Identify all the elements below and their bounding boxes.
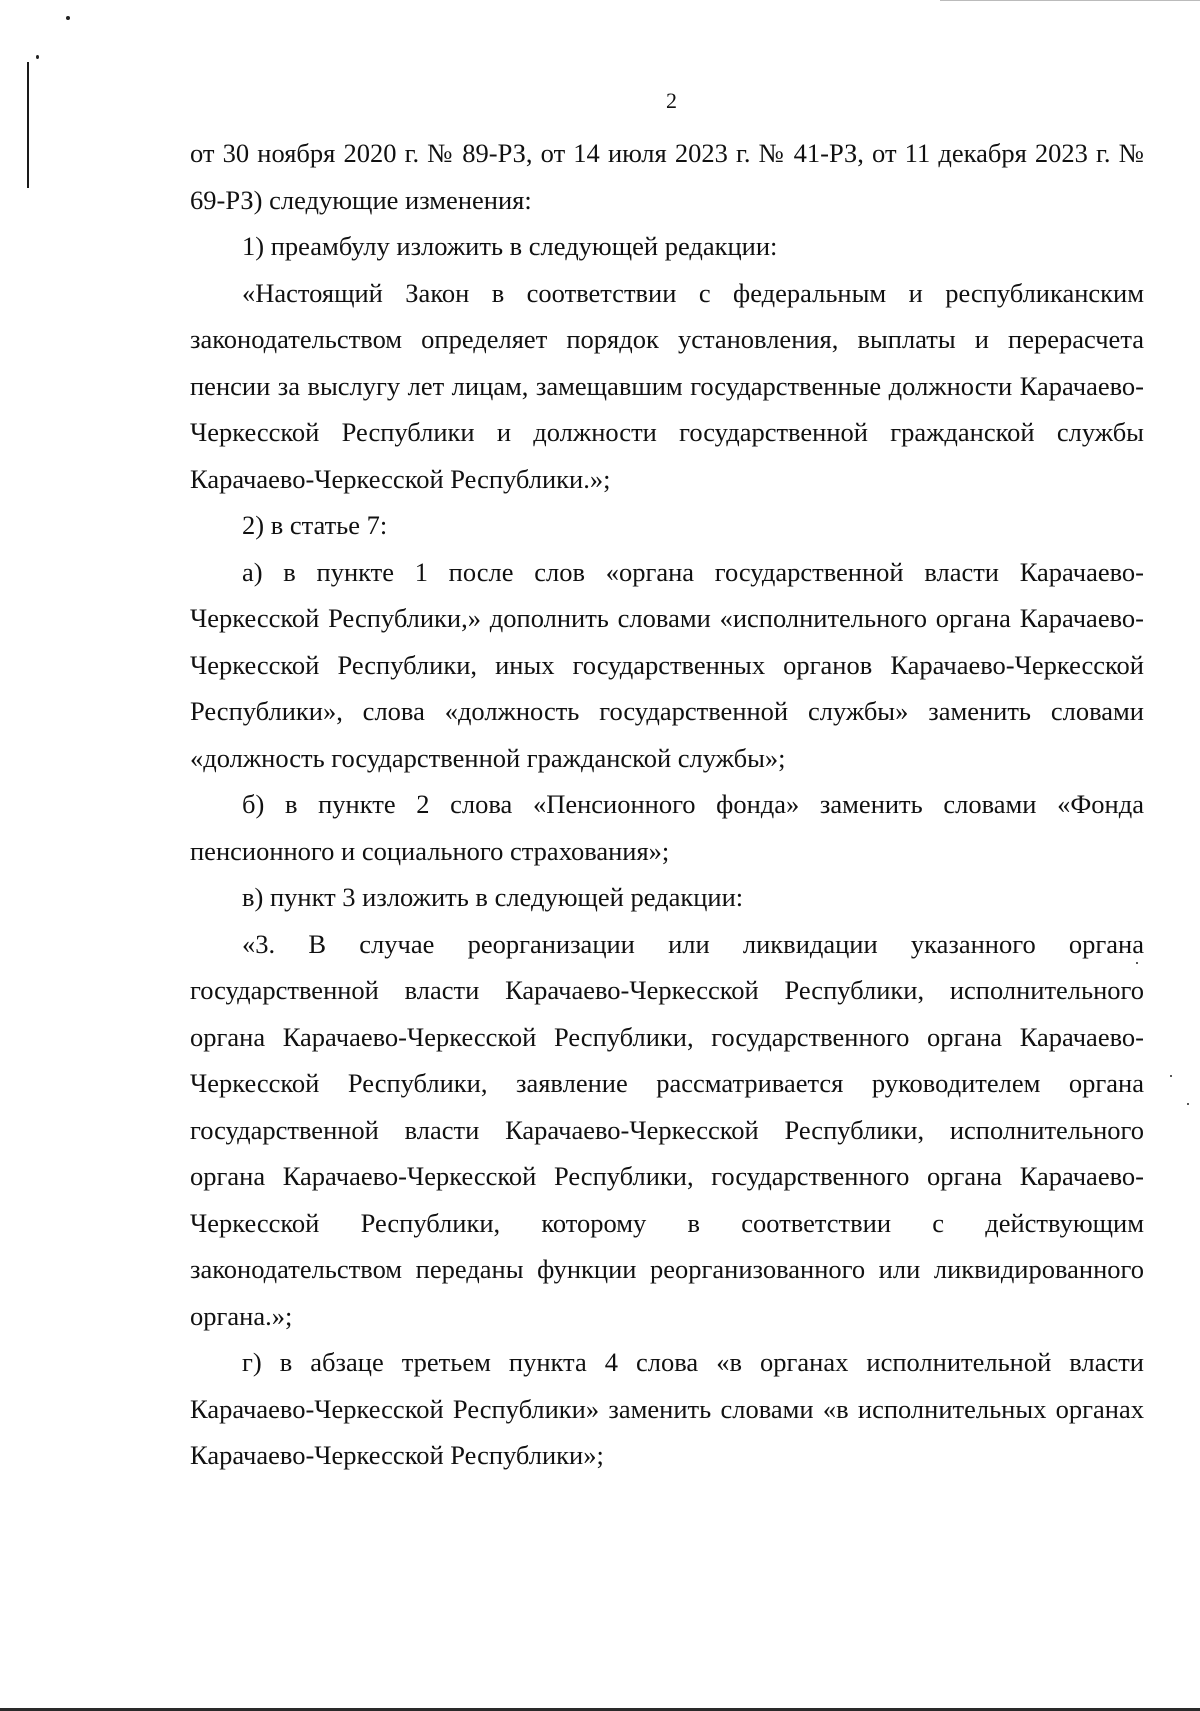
scan-speck: [66, 16, 70, 20]
scan-speck: [36, 55, 39, 59]
page-number: 2: [666, 88, 677, 113]
paragraph-subitem-b: б) в пункте 2 слова «Пенсионного фонда» заменить словами «Фонда пенсионного и социального страхования»;: [190, 789, 1144, 866]
document-body: [190, 130, 1144, 1479]
paragraph-item-2: 2) в статье 7:: [242, 510, 388, 540]
paragraph-subitem-a: а) в пункте 1 после слов «органа государственной власти Карачаево-Черкесской Республики,» дополнить словами «исполнительного органа Карачаево-Черкесской Республики, иных государственных органов Карачаево-Черкесской Республики», слова «должность государственной службы» заменить словами «должность государственной гражданской службы»;: [190, 556, 1144, 773]
paragraph-subitem-g: г) в абзаце третьем пункта 4 слова «в органах исполнительной власти Карачаево-Черкесской Республики» заменить словами «в исполнительных органах Карачаево-Черкесской Республики»;: [190, 1347, 1144, 1470]
paragraph-preamble-text: «Настоящий Закон в соответствии с федеральным и республиканским законодательством определяет порядок установления, выплаты и перерасчета пенсии за выслугу лет лицам, замещавшим государственные должности Карачаево-Черкесской Республики и должности государственной гражданской службы Карачаево-Черкесской Республики.»;: [190, 277, 1144, 494]
scan-speck: [1187, 1103, 1189, 1105]
paragraph-continuation: от 30 ноября 2020 г. № 89-РЗ, от 14 июля 2023 г. № 41-РЗ, от 11 декабря 2023 г. № 69-РЗ) следующие изменения:: [190, 138, 1144, 215]
paragraph-subitem-v: в) пункт 3 изложить в следующей редакции:: [242, 882, 744, 912]
paragraph-item-1: 1) преамбулу изложить в следующей редакции:: [242, 231, 778, 261]
scan-edge-left: [27, 62, 29, 188]
paragraph-point-3-text: «3. В случае реорганизации или ликвидации указанного органа государственной власти Карачаево-Черкесской Республики, исполнительного органа Карачаево-Черкесской Республики, государственного органа Карачаево-Черкесской Республики, заявление рассматривается руководителем органа государственной власти Карачаево-Черкесской Республики, исполнительного органа Карачаево-Черкесской Республики, государственного органа Карачаево-Черкесской Республики, которому в соответствии с действующим законодательством переданы функции реорганизованного или ликвидированного органа.»;: [190, 928, 1144, 1331]
scan-edge-top: [940, 0, 1200, 1]
scan-speck: [1170, 1075, 1172, 1077]
